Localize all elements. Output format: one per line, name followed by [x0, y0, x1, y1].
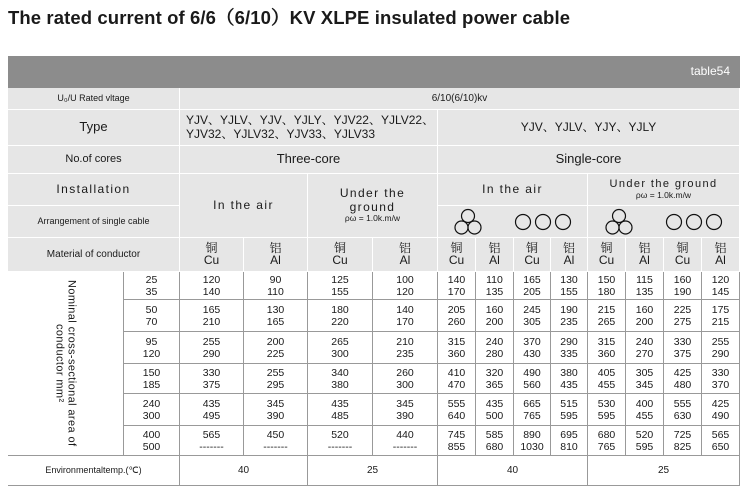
voltage-row-label: U₀/U Rated vltage: [8, 88, 180, 110]
arrangement-row-label: Arrangement of single cable: [8, 206, 180, 238]
current-value-cell: 130 165: [244, 300, 308, 332]
current-value-cell: 160 200: [476, 300, 514, 332]
current-value-cell: 110 135: [476, 272, 514, 300]
arrangement-air-icons: [438, 206, 588, 238]
arrangement-ground-icons: [588, 206, 740, 238]
material-en: Cu: [524, 252, 540, 267]
section-size-cell: 95 120: [124, 332, 180, 364]
current-value-cell: 120 145: [702, 272, 740, 300]
current-value-cell: 255 290: [702, 332, 740, 364]
material-en: Cu: [203, 252, 220, 267]
current-value-cell: 165 205: [514, 272, 551, 300]
material-cell: [664, 238, 702, 272]
material-en: Al: [563, 252, 575, 267]
current-value-cell: 450 -------: [244, 426, 308, 456]
current-value-cell: 140 170: [373, 300, 438, 332]
current-value-cell: 585 680: [476, 426, 514, 456]
soil-resistivity-note: ρω = 1.0k.m/w: [344, 213, 401, 224]
env-row-label: Environmentaltemp.(℃): [8, 456, 180, 486]
current-value-cell: 410 470: [438, 364, 476, 394]
current-value-cell: 225 275: [664, 300, 702, 332]
table-tag-bar: [8, 56, 740, 88]
rated-current-table: [8, 56, 740, 486]
current-value-cell: 520 -------: [308, 426, 373, 456]
material-en: Cu: [332, 252, 348, 267]
cores-row-label: No.of cores: [8, 146, 180, 174]
material-zh: 铝: [638, 240, 651, 255]
current-value-cell: 210 235: [373, 332, 438, 364]
material-en: Al: [489, 252, 500, 267]
current-value-cell: 200 225: [244, 332, 308, 364]
current-value-cell: 695 810: [551, 426, 588, 456]
current-value-cell: 205 260: [438, 300, 476, 332]
type-single-core-models: YJV、YJLV、YJY、YJLY: [438, 110, 740, 146]
current-value-cell: 215 265: [588, 300, 626, 332]
installation-single-core-air: In the air: [438, 174, 588, 206]
installation-single-core-ground: Under the ground ρω = 1.0k.m/w: [588, 174, 740, 206]
current-value-cell: 305 345: [626, 364, 664, 394]
current-value-cell: 490 560: [514, 364, 551, 394]
material-cell: [180, 238, 244, 272]
material-cell: [438, 238, 476, 272]
material-en: Cu: [674, 252, 691, 267]
current-value-cell: 240 270: [626, 332, 664, 364]
current-value-cell: 255 295: [244, 364, 308, 394]
current-value-cell: 555 640: [438, 394, 476, 426]
current-value-cell: 330 375: [180, 364, 244, 394]
material-cell: [373, 238, 438, 272]
current-value-cell: 665 765: [514, 394, 551, 426]
material-cell: [244, 238, 308, 272]
installation-three-core-air: In the air: [180, 174, 308, 238]
current-value-cell: 425 490: [702, 394, 740, 426]
material-cell: [626, 238, 664, 272]
flat-arrangement-icon: [514, 213, 572, 231]
table-tag-label: table54: [690, 64, 730, 78]
trefoil-arrangement-icon: [453, 208, 483, 236]
current-value-cell: 530 595: [588, 394, 626, 426]
installation-row-label: Installation: [8, 174, 180, 206]
current-value-cell: 330 370: [702, 364, 740, 394]
current-value-cell: 330 375: [664, 332, 702, 364]
material-en: Al: [399, 252, 411, 267]
current-value-cell: 315 360: [588, 332, 626, 364]
section-size-cell: 400 500: [124, 426, 180, 456]
material-cell: [588, 238, 626, 272]
current-value-cell: 245 305: [514, 300, 551, 332]
trefoil-arrangement-icon: [604, 208, 634, 236]
current-value-cell: 380 435: [551, 364, 588, 394]
current-value-cell: 400 455: [626, 394, 664, 426]
current-value-cell: 160 200: [626, 300, 664, 332]
current-value-cell: 890 1030: [514, 426, 551, 456]
material-zh: 铜: [205, 240, 218, 255]
material-zh: 铝: [714, 240, 727, 255]
current-value-cell: 435 485: [308, 394, 373, 426]
material-zh: 铜: [600, 240, 613, 255]
material-zh: 铜: [676, 240, 689, 255]
installation-three-core-ground: Under the ground ρω = 1.0k.m/w: [308, 174, 438, 238]
material-cell: [514, 238, 551, 272]
material-cell: [308, 238, 373, 272]
material-zh: 铝: [269, 240, 282, 255]
material-cell: [551, 238, 588, 272]
current-value-cell: 345 390: [244, 394, 308, 426]
voltage-value: 6/10(6/10)kv: [180, 88, 740, 110]
page-title: The rated current of 6/6（6/10）KV XLPE insulated power cable: [8, 7, 571, 28]
material-row-label: Material of conductor: [8, 238, 180, 272]
section-size-cell: 240 300: [124, 394, 180, 426]
current-value-cell: 115 135: [626, 272, 664, 300]
material-zh: 铜: [450, 240, 463, 255]
cores-single: Single-core: [438, 146, 740, 174]
env-temp-cell: 25: [588, 456, 740, 486]
flat-arrangement-icon: [665, 213, 723, 231]
type-three-core-models: YJV、YJLV、YJV、YJLY、YJV22、YJLV22、 YJV32、YJLV32、YJV33、YJLV33: [180, 110, 438, 146]
current-value-cell: 190 235: [551, 300, 588, 332]
current-value-cell: 265 300: [308, 332, 373, 364]
material-cell: [476, 238, 514, 272]
material-zh: 铝: [562, 240, 575, 255]
material-en: Al: [270, 252, 281, 267]
current-value-cell: 150 180: [588, 272, 626, 300]
current-value-cell: 240 280: [476, 332, 514, 364]
section-size-cell: 50 70: [124, 300, 180, 332]
current-value-cell: 435 495: [180, 394, 244, 426]
section-size-cell: 150 185: [124, 364, 180, 394]
current-value-cell: 405 455: [588, 364, 626, 394]
current-value-cell: 425 480: [664, 364, 702, 394]
current-value-cell: 440 -------: [373, 426, 438, 456]
material-en: Al: [639, 252, 650, 267]
section-size-cell: 25 35: [124, 272, 180, 300]
current-value-cell: 125 155: [308, 272, 373, 300]
material-zh: 铜: [525, 240, 538, 255]
current-value-cell: 555 630: [664, 394, 702, 426]
current-value-cell: 435 500: [476, 394, 514, 426]
current-value-cell: 725 825: [664, 426, 702, 456]
material-en: Al: [715, 252, 726, 267]
current-value-cell: 180 220: [308, 300, 373, 332]
cores-three: Three-core: [180, 146, 438, 174]
current-value-cell: 680 765: [588, 426, 626, 456]
current-value-cell: 160 190: [664, 272, 702, 300]
current-value-cell: 315 360: [438, 332, 476, 364]
current-value-cell: 90 110: [244, 272, 308, 300]
current-value-cell: 320 365: [476, 364, 514, 394]
material-zh: 铜: [333, 240, 346, 255]
env-temp-cell: 25: [308, 456, 438, 486]
section-row-label: Nominal cross-sectional area of conductor mm²: [8, 272, 124, 456]
current-value-cell: 370 430: [514, 332, 551, 364]
current-value-cell: 260 300: [373, 364, 438, 394]
material-en: Cu: [598, 252, 615, 267]
material-en: Cu: [448, 252, 465, 267]
env-temp-cell: 40: [438, 456, 588, 486]
current-value-cell: 100 120: [373, 272, 438, 300]
soil-resistivity-note-single: ρω = 1.0k.m/w: [635, 189, 692, 200]
material-zh: 铝: [398, 240, 411, 255]
env-temp-cell: 40: [180, 456, 308, 486]
current-value-cell: 165 210: [180, 300, 244, 332]
current-value-cell: 565 -------: [180, 426, 244, 456]
current-value-cell: 340 380: [308, 364, 373, 394]
current-value-cell: 255 290: [180, 332, 244, 364]
current-value-cell: 745 855: [438, 426, 476, 456]
material-cell: [702, 238, 740, 272]
current-value-cell: 290 335: [551, 332, 588, 364]
current-value-cell: 565 650: [702, 426, 740, 456]
current-value-cell: 120 140: [180, 272, 244, 300]
current-value-cell: 520 595: [626, 426, 664, 456]
material-zh: 铝: [488, 240, 501, 255]
current-value-cell: 175 215: [702, 300, 740, 332]
current-value-cell: 140 170: [438, 272, 476, 300]
current-value-cell: 345 390: [373, 394, 438, 426]
type-row-label: Type: [8, 110, 180, 146]
current-value-cell: 130 155: [551, 272, 588, 300]
current-value-cell: 515 595: [551, 394, 588, 426]
